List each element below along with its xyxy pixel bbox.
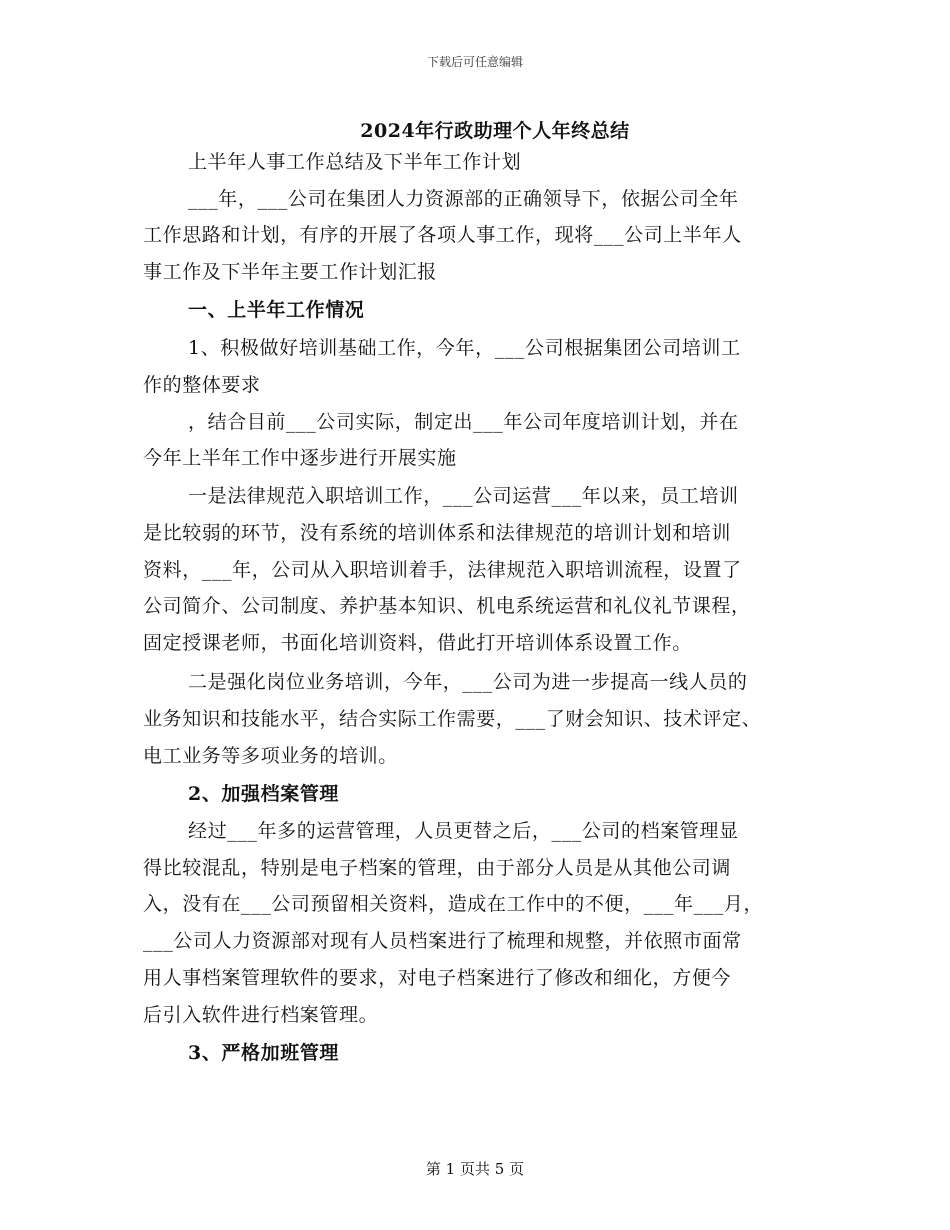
body-line: ___年，___公司在集团人力资源部的正确领导下，依据公司全年 — [188, 188, 739, 210]
body-line: ___公司人力资源部对现有人员档案进行了梳理和规整，并依照市面常 — [143, 930, 742, 952]
body-line: 事工作及下半年主要工作计划汇报 — [143, 261, 438, 283]
body-line: 后引入软件进行档案管理。 — [143, 1004, 379, 1026]
body-line: 资料，___年，公司从入职培训着手，法律规范入职培训流程，设置了 — [143, 559, 742, 581]
section-heading: 2、加强档案管理 — [188, 783, 340, 805]
document-title: 2024年行政助理个人年终总结 — [360, 120, 630, 142]
page-footer: 第 1 页共 5 页 — [425, 1160, 525, 1178]
body-line: ，结合目前___公司实际，制定出___年公司年度培训计划，并在 — [188, 411, 739, 433]
body-line: 今年上半年工作中逐步进行开展实施 — [143, 447, 457, 469]
subtitle-line: 上半年人事工作总结及下半年工作计划 — [188, 151, 522, 173]
body-line: 入，没有在___公司预留相关资料，造成在工作中的不便，___年___月， — [143, 893, 764, 915]
body-line: 公司简介、公司制度、养护基本知识、机电系统运营和礼仪礼节课程， — [143, 595, 751, 617]
section-heading: 3、严格加班管理 — [188, 1042, 340, 1064]
body-line: 一是法律规范入职培训工作，___公司运营___年以来，员工培训 — [188, 485, 739, 507]
body-line: 是比较弱的环节，没有系统的培训体系和法律规范的培训计划和培训 — [143, 522, 732, 544]
body-line: 固定授课老师，书面化培训资料，借此打开培训体系设置工作。 — [143, 632, 692, 654]
body-line: 电工业务等多项业务的培训。 — [143, 745, 398, 767]
body-line: 工作思路和计划，有序的开展了各项人事工作，现将___公司上半年人 — [143, 224, 742, 246]
body-line: 用人事档案管理软件的要求，对电子档案进行了修改和细化，方便今 — [143, 967, 732, 989]
body-line: 业务知识和技能水平，结合实际工作需要，___了财会知识、技术评定、 — [143, 708, 762, 730]
body-line: 得比较混乱，特别是电子档案的管理，由于部分人员是从其他公司调 — [143, 857, 732, 879]
body-line: 经过___年多的运营管理，人员更替之后，___公司的档案管理显 — [188, 820, 739, 842]
section-heading: 一、上半年工作情况 — [188, 299, 365, 321]
body-line: 二是强化岗位业务培训，今年，___公司为进一步提高一线人员的 — [188, 671, 748, 693]
page-header: 下载后可任意编辑 — [426, 55, 523, 69]
body-line: 1、积极做好培训基础工作，今年，___公司根据集团公司培训工 — [188, 337, 741, 359]
body-line: 作的整体要求 — [143, 374, 261, 396]
